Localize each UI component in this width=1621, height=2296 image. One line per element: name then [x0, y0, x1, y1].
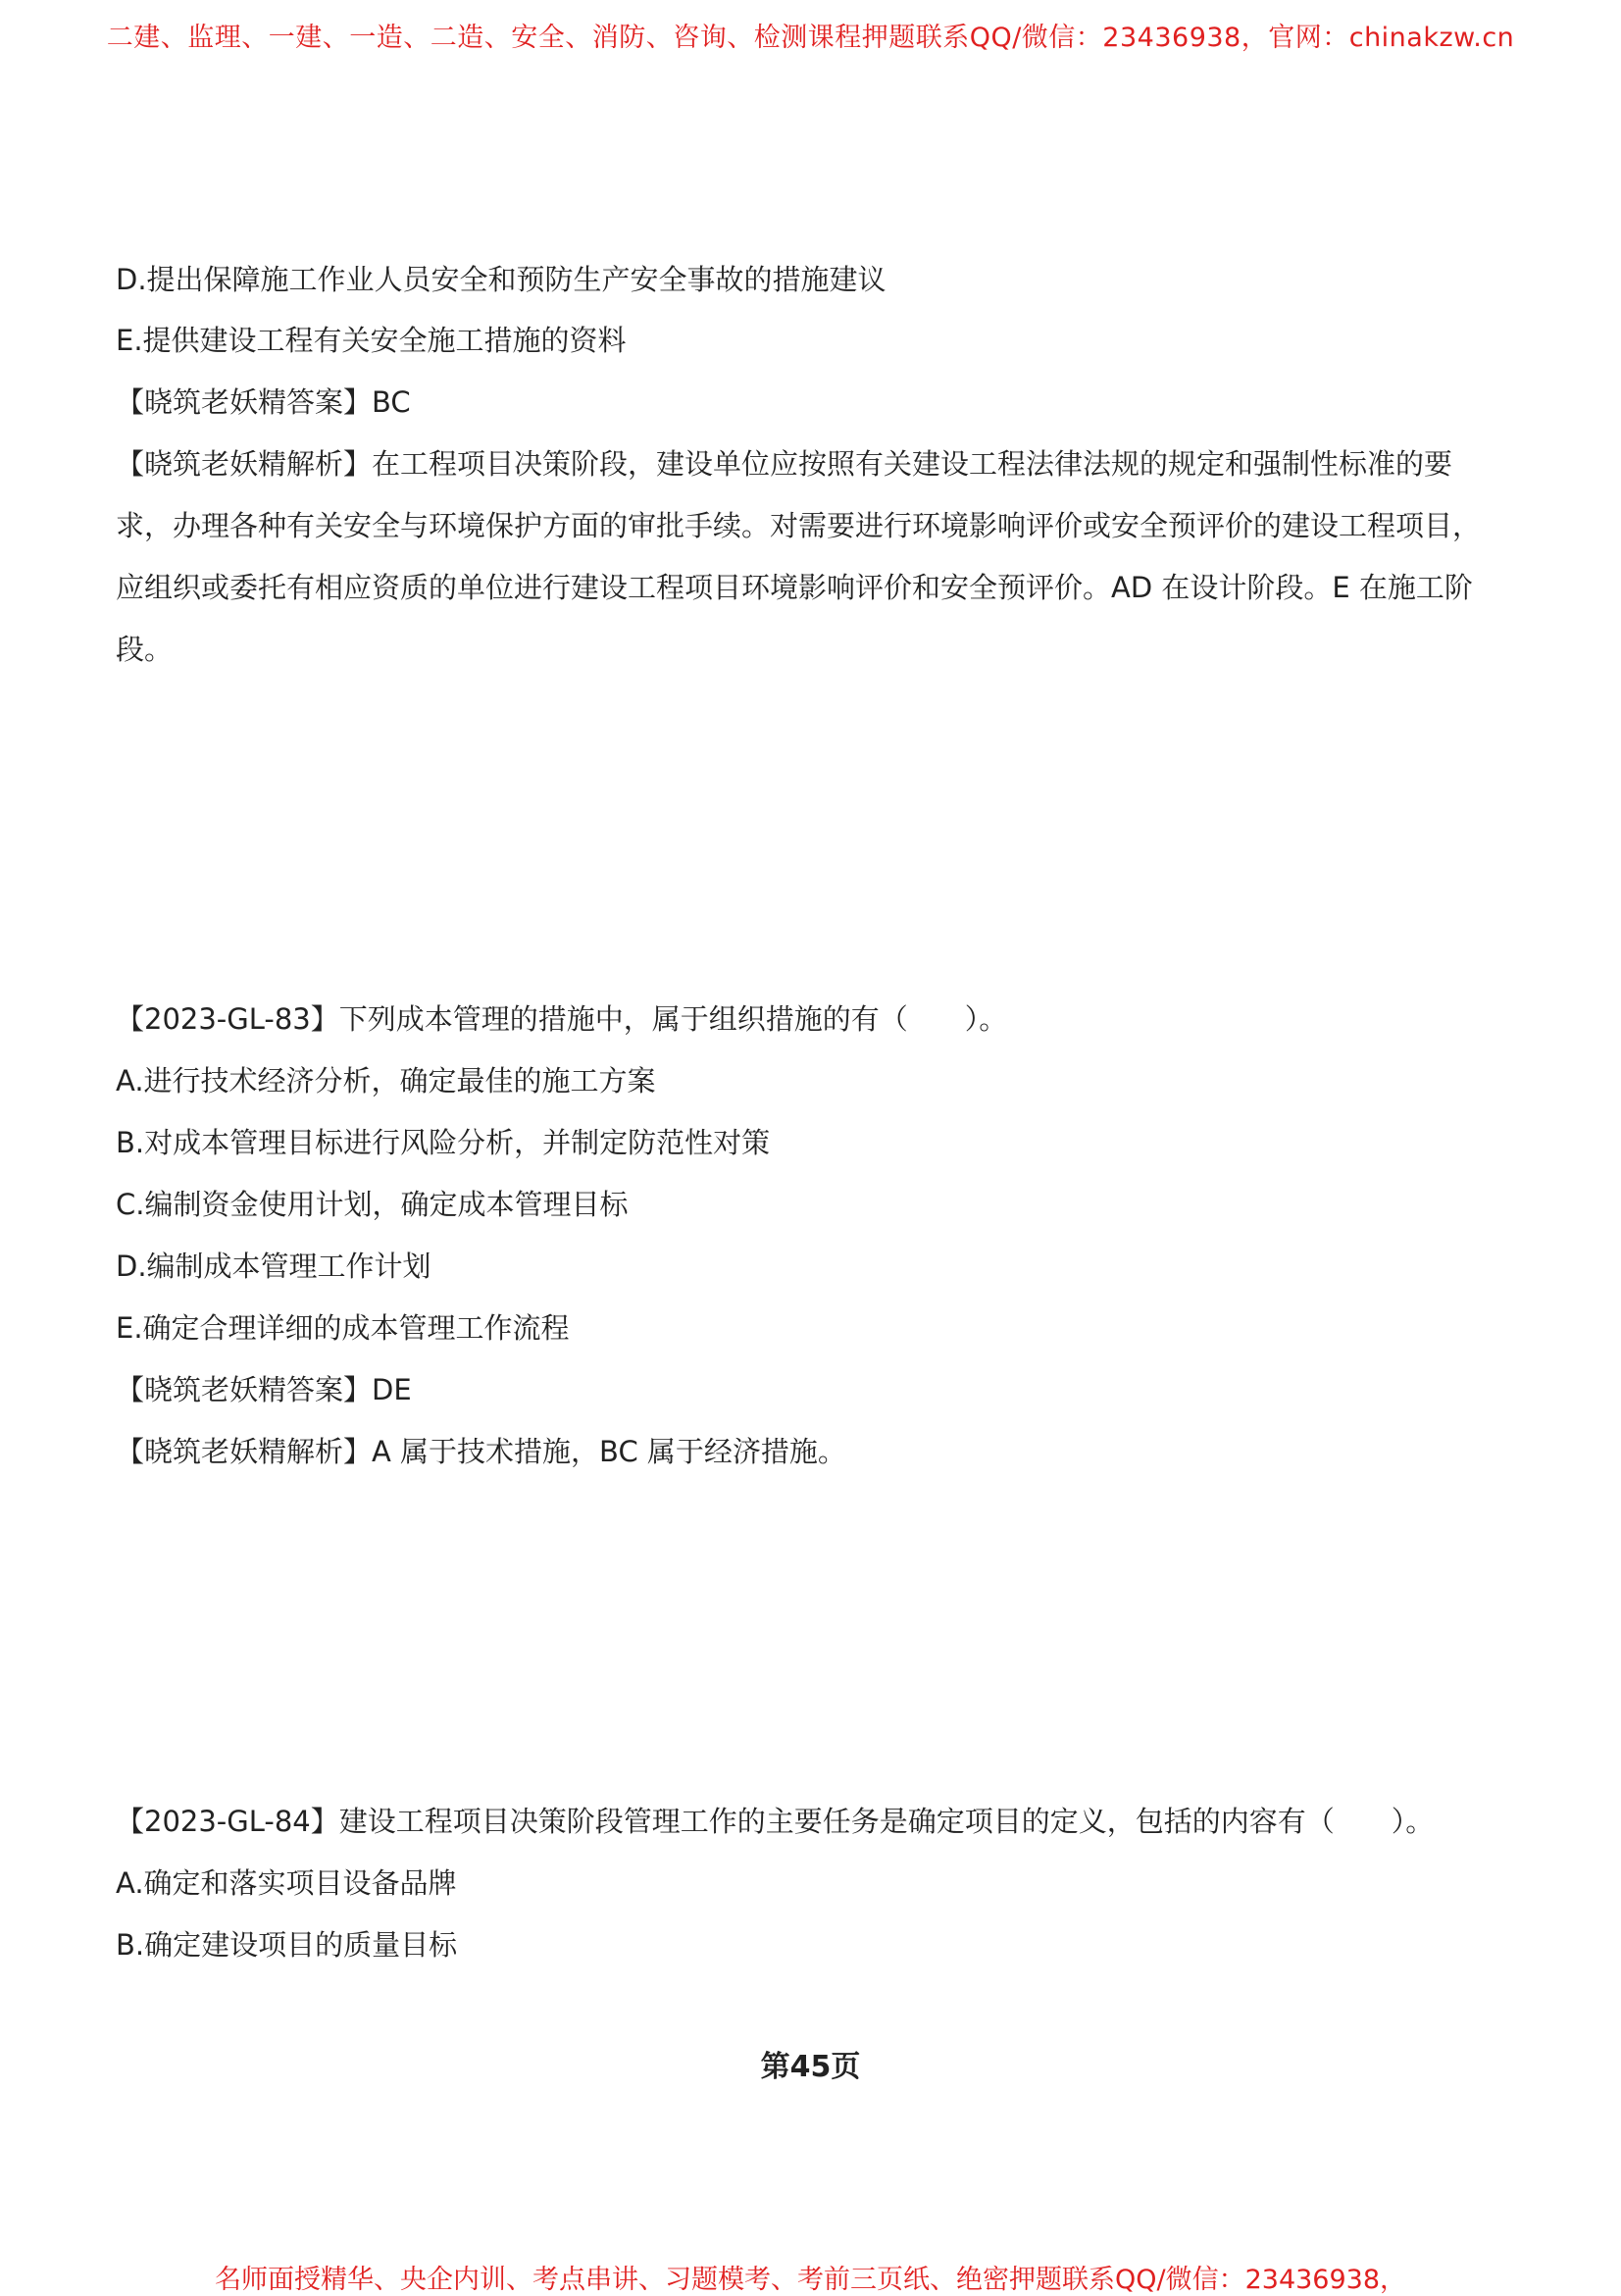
q83-option-c: C.编制资金使用计划，确定成本管理目标 [116, 1188, 629, 1221]
q83-option-b: B.对成本管理目标进行风险分析，并制定防范性对策 [116, 1126, 771, 1159]
footer-banner: 名师面授精华、央企内训、考点串讲、习题模考、考前三页纸、绝密押题联系QQ/微信：23436938， [214, 2265, 1407, 2295]
q82-analysis: 【晓筑老妖精解析】在工程项目决策阶段，建设单位应按照有关建设工程法律法规的规定和强制性标准的要求，办理各种有关安全与环境保护方面的审批手续。对需要进行环境影响评价或安全预评价的建设工程项目，应组织或委托有相应资质的单位进行建设工程项目环境影响评价和安全预评价。AD 在设计阶段。E 在施工阶段。 [116, 447, 1482, 666]
q83-option-e: E.确定合理详细的成本管理工作流程 [116, 1311, 570, 1345]
q82-option-d: D.提出保障施工作业人员安全和预防生产安全事故的措施建议 [116, 263, 886, 296]
q83-option-d: D.编制成本管理工作计划 [116, 1250, 431, 1283]
q84-option-b: B.确定建设项目的质量目标 [116, 1928, 458, 1962]
q82-answer: 【晓筑老妖精答案】BC [116, 385, 411, 419]
q83-option-a: A.进行技术经济分析，确定最佳的施工方案 [116, 1064, 656, 1097]
q84-option-a: A.确定和落实项目设备品牌 [116, 1866, 457, 1900]
q83-analysis: 【晓筑老妖精解析】A 属于技术措施，BC 属于经济措施。 [116, 1435, 846, 1468]
q83-answer: 【晓筑老妖精答案】DE [116, 1373, 412, 1406]
q84-question: 【2023-GL-84】建设工程项目决策阶段管理工作的主要任务是确定项目的定义，包括的内容有（ ）。 [116, 1805, 1435, 1838]
header-banner: 二建、监理、一建、一造、二造、安全、消防、咨询、检测课程押题联系QQ/微信：23436938，官网：chinakzw.cn [106, 23, 1515, 53]
q83-question: 【2023-GL-83】下列成本管理的措施中，属于组织措施的有（ ）。 [116, 1002, 1008, 1036]
page-number: 第45页 [760, 2050, 861, 2084]
q82-option-e: E.提供建设工程有关安全施工措施的资料 [116, 324, 627, 357]
